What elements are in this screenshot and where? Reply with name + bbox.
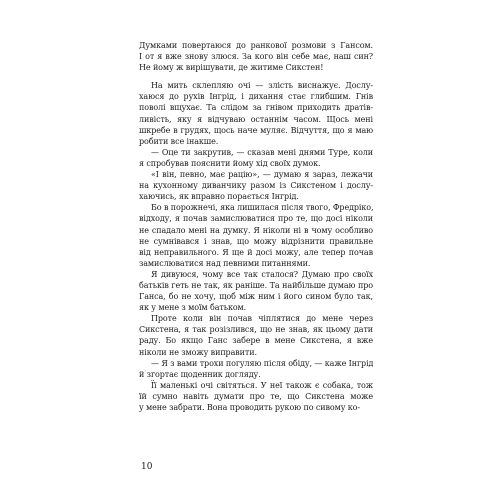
text-line: й згортає щоденник догляду. bbox=[139, 369, 261, 379]
text-line: Я дивуюся, чому все так сталося? Думаю про своїх bbox=[151, 269, 373, 279]
text-line: ливість, яку я відчуваю останнім часом. Щось мені bbox=[139, 114, 373, 124]
text-line: — Оце ти закрутив, — сказав мені днями Туре, коли bbox=[151, 147, 373, 157]
text-line: Думками повертаюся до ранкової розмови з Гансом. bbox=[139, 41, 373, 50]
text-line: робити все інакше. bbox=[139, 136, 219, 146]
page-body-text bbox=[139, 40, 373, 413]
paragraph bbox=[139, 80, 373, 147]
text-line: ніколи не зможу виправити. bbox=[139, 347, 257, 357]
text-line: шкребе в грудях, щось наче муляє. Відчуття, що я маю bbox=[139, 125, 373, 135]
text-line: на кухонному диванчику разом із Сикстеном і дослу- bbox=[139, 181, 373, 191]
text-line: відходу, я почав замислюватися про те, що досі ніколи bbox=[139, 214, 373, 224]
paragraph bbox=[139, 313, 373, 357]
text-line: не сумнівався і знав, що можу відрізнити правильне bbox=[139, 236, 373, 246]
paragraph bbox=[139, 40, 373, 73]
page-number: 10 bbox=[141, 462, 153, 472]
text-line: хаюся до рухів Інгрід, і дихання стає глибшим. Гнів bbox=[139, 92, 373, 102]
text-line: Сикстена, я так розізлився, що не знав, як цьому дати bbox=[139, 325, 373, 335]
text-line: — Я з вами трохи погуляю після обіду, — каже Інгрід bbox=[151, 358, 373, 368]
text-line: їй сумно навіть думати про те, що Сикстена може bbox=[139, 391, 373, 401]
text-line: поволі вщухає. Та слідом за гнівом приходить дратів- bbox=[139, 103, 373, 113]
text-line: замислюватися над певними питаннями. bbox=[139, 258, 311, 268]
text-line: батьків геть не так, як раніше. Та найбільше думаю про bbox=[139, 280, 373, 290]
text-line: я спробував пояснити йому хід своїх думок. bbox=[139, 158, 321, 168]
text-line: від неправильного. Я ще й досі можу, але тепер почав bbox=[139, 247, 373, 257]
text-line: Не йому ж вирішувати, де житиме Сикстен! bbox=[139, 63, 324, 73]
text-line: у мене забрати. Вона проводить рукою по сивому ко- bbox=[139, 403, 360, 412]
text-line: як у мене з моїм батьком. bbox=[139, 303, 247, 313]
paragraph bbox=[139, 380, 373, 413]
paragraph bbox=[139, 269, 373, 313]
text-line: Її маленькі очі світяться. У неї також є собака, тож bbox=[151, 380, 373, 390]
paragraph bbox=[139, 147, 373, 169]
text-line: хаючись, як вправно порається Інгрід. bbox=[139, 192, 299, 202]
paragraph bbox=[139, 358, 373, 380]
text-line: На мить склепляю очі — злість виснажує. Дослу- bbox=[151, 81, 373, 91]
paragraph bbox=[139, 169, 373, 202]
text-line: І от я вже знову злюся. За кого він себе має, наш син? bbox=[139, 52, 373, 62]
text-line: Проте коли він почав чіплятися до мене через bbox=[151, 314, 373, 324]
text-line: Ганса, бо не хочу, щоб між ним і його сином було так, bbox=[139, 292, 373, 302]
text-line: «І він, певно, має рацію», — думаю я зараз, лежачи bbox=[151, 170, 373, 180]
paragraph bbox=[139, 202, 373, 269]
text-line: раду. Бо якщо Ганс забере в мене Сикстена, я вже bbox=[139, 336, 373, 346]
text-line: не спадало мені на думку. Я ніколи ні в чому особливо bbox=[139, 225, 373, 235]
text-line: Бо в порожнечі, яка лишилася після твого, Фредріко, bbox=[151, 203, 373, 213]
